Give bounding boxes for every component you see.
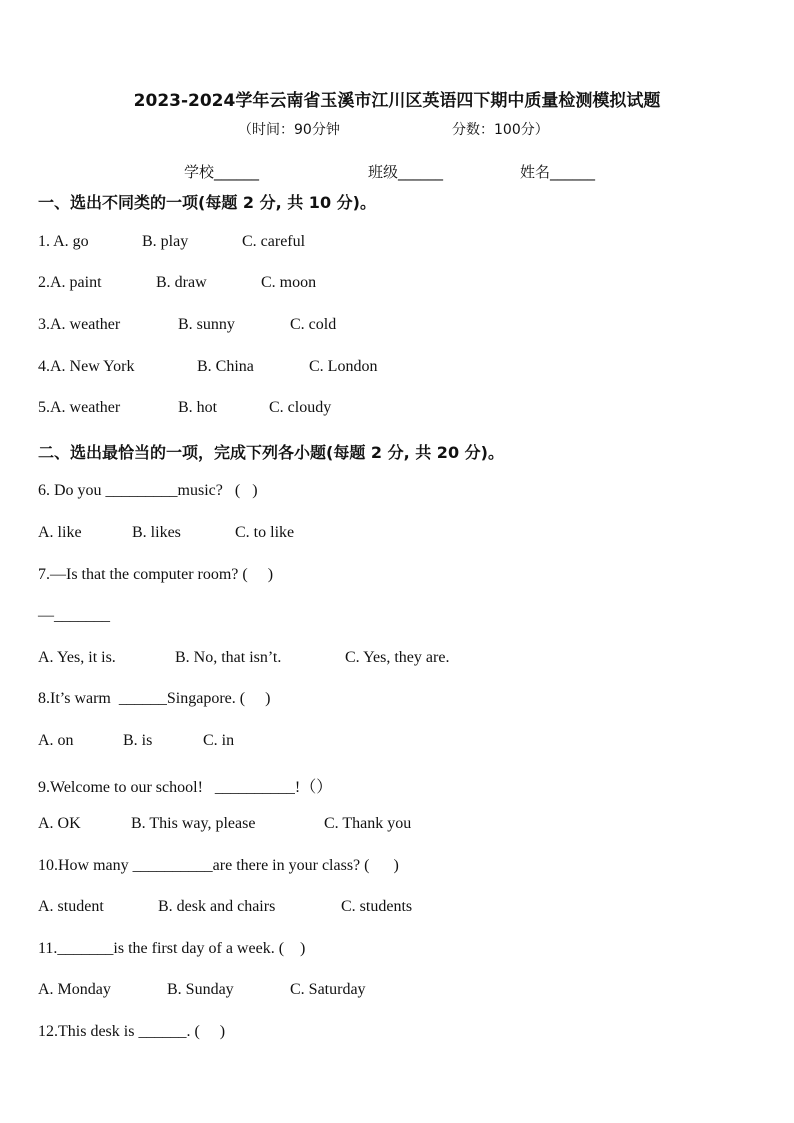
question-10-option-a: A. student (38, 898, 104, 915)
question-1-option-c: C. careful (242, 233, 306, 250)
school-field: 学校______ (184, 163, 260, 181)
question-7-option-c: C. Yes, they are. (345, 649, 450, 666)
question-12: 12.This desk is ______. ( ) (38, 1023, 226, 1040)
question-6-option-c: C. to like (235, 524, 295, 541)
question-3-option-c: C. cold (290, 316, 337, 333)
page-title: 2023-2024学年云南省玉溪市江川区英语四下期中质量检测模拟试题 (133, 91, 661, 111)
question-9-option-b: B. This way, please (131, 815, 256, 832)
question-4-option-b: B. China (197, 358, 254, 375)
question-10-option-b: B. desk and chairs (158, 898, 276, 915)
question-8-option-c: C. in (203, 732, 235, 749)
question-8-option-a: A. on (38, 732, 74, 749)
question-3-option-b: B. sunny (178, 316, 235, 333)
question-2-option-c: C. moon (261, 274, 317, 291)
name-field: 姓名______ (520, 163, 596, 181)
question-7-answer-blank: —_______ (38, 607, 110, 624)
question-4-option-a: 4.A. New York (38, 358, 135, 375)
question-9-option-a: A. OK (38, 815, 81, 832)
question-11-option-a: A. Monday (38, 981, 111, 998)
question-10-option-c: C. students (341, 898, 413, 915)
question-8-option-b: B. is (123, 732, 153, 749)
question-7: 7.—Is that the computer room? ( ) (38, 566, 274, 583)
question-6-option-b: B. likes (132, 524, 181, 541)
section-1-heading: 一、选出不同类的一项(每题 2 分, 共 10 分)。 (38, 193, 376, 212)
question-1-option-a: 1. A. go (38, 233, 89, 250)
question-7-option-a: A. Yes, it is. (38, 649, 116, 666)
section-2-heading: 二、选出最恰当的一项，完成下列各小题(每题 2 分, 共 20 分)。 (38, 443, 504, 462)
question-5-option-c: C. cloudy (269, 399, 332, 416)
exam-score: 分数：100分） (452, 122, 549, 138)
question-6-option-a: A. like (38, 524, 82, 541)
question-5-option-a: 5.A. weather (38, 399, 121, 416)
question-10: 10.How many __________are there in your class? ( ) (38, 857, 399, 874)
question-6: 6. Do you _________music? ( ) (38, 482, 258, 499)
question-11-option-c: C. Saturday (290, 981, 366, 998)
exam-time: （时间：90分钟 (238, 122, 340, 138)
question-3-option-a: 3.A. weather (38, 316, 121, 333)
question-4-option-c: C. London (309, 358, 378, 375)
question-1-option-b: B. play (142, 233, 189, 250)
question-9-option-c: C. Thank you (324, 815, 412, 832)
question-2-option-a: 2.A. paint (38, 274, 102, 291)
question-2-option-b: B. draw (156, 274, 207, 291)
question-11-option-b: B. Sunday (167, 981, 234, 998)
question-5-option-b: B. hot (178, 399, 218, 416)
question-11: 11._______is the first day of a week. ( ) (38, 940, 306, 957)
class-field: 班级______ (368, 163, 444, 181)
question-9: 9.Welcome to our school! __________!（） (38, 779, 333, 796)
question-7-option-b: B. No, that isn’t. (175, 649, 282, 666)
question-8: 8.It’s warm ______Singapore. ( ) (38, 690, 271, 707)
